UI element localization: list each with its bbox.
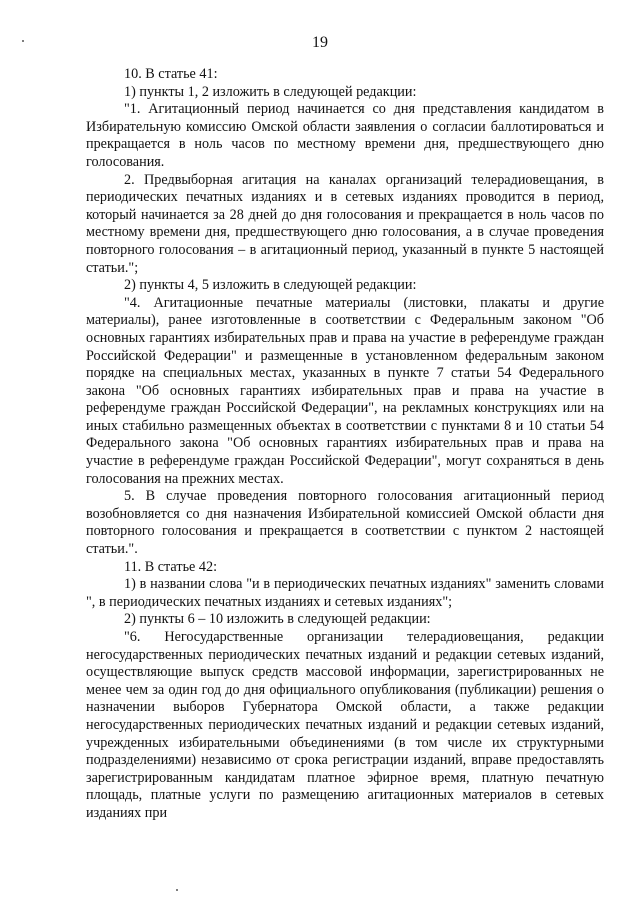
paragraph: 5. В случае проведения повторного голосования агитационный период возобновляется со дня назначения Избирательной комиссией Омской области дня повторного голосования и прекращается в соответствии с пунктом 2 настоящей статьи.". [86, 488, 604, 558]
document-body [86, 66, 604, 823]
paragraph: "4. Агитационные печатные материалы (листовки, плакаты и другие материалы), ранее изготовленные в соответствии с Федеральным законом "Об основных гарантиях избирательных прав и права на участие в референдуме граждан Российской Федерации" и размещенные в установленном федеральным законом порядке на специальных местах, указанных в пункте 7 статьи 54 Федерального закона "Об основных гарантиях избирательных прав и права на участие в референдуме граждан Российской Федерации", на рекламных конструкциях или на иных стабильно размещенных объектах в соответствии с пунктами 8 и 10 статьи 54 Федерального закона "Об основных гарантиях избирательных прав и права на участие в референдуме граждан Российской Федерации", могут сохраняться в день голосования на прежних местах. [86, 294, 604, 487]
paragraph: 1) пункты 1, 2 изложить в следующей редакции: [124, 83, 417, 100]
page-number: 19 [312, 34, 328, 51]
paragraph: 2) пункты 4, 5 изложить в следующей редакции: [124, 277, 417, 294]
scan-speck [22, 40, 24, 42]
paragraph: 2. Предвыборная агитация на каналах организаций телерадиовещания, в периодических печатных изданиях и в сетевых изданиях проводится в период, который начинается за 28 дней до дня голосования и прекращается в ноль часов по местному времени дня, предшествующего дню голосования, а в случае проведения повторного голосования – в агитационный период, указанный в пункте 5 настоящей статьи."; [86, 171, 604, 276]
paragraph: 11. В статье 42: [124, 558, 218, 575]
paragraph: 1) в названии слова "и в периодических печатных изданиях" заменить словами ", в периодических печатных изданиях и сетевых изданиях"; [86, 576, 604, 610]
paragraph: "1. Агитационный период начинается со дня представления кандидатом в Избирательную комиссию Омской области заявления о согласии баллотироваться и прекращается в ноль часов по местному времени дня, предшествующего дню голосования. [86, 101, 604, 170]
scan-speck [176, 889, 178, 891]
paragraph: "6. Негосударственные организации телерадиовещания, редакции негосударственных периодических печатных изданий и редакции сетевых изданий, осуществляющие выпуск средств массовой информации, зарегистрированных не менее чем за один год до дня официального опубликования (публикации) решения о назначении выборов Губернатора Омской области, а также редакции негосударственных периодических печатных изданий и редакции сетевых изданий, учрежденных избирательными объединениями (в том числе их структурными подразделениями) независимо от срока регистрации изданий, вправе предоставлять зарегистрированным кандидатам платное эфирное время, платную печатную площадь, платные услуги по размещению агитационных материалов в сетевых изданиях при [86, 629, 604, 821]
paragraph: 10. В статье 41: [124, 66, 218, 82]
paragraph: 2) пункты 6 – 10 изложить в следующей редакции: [124, 611, 431, 628]
